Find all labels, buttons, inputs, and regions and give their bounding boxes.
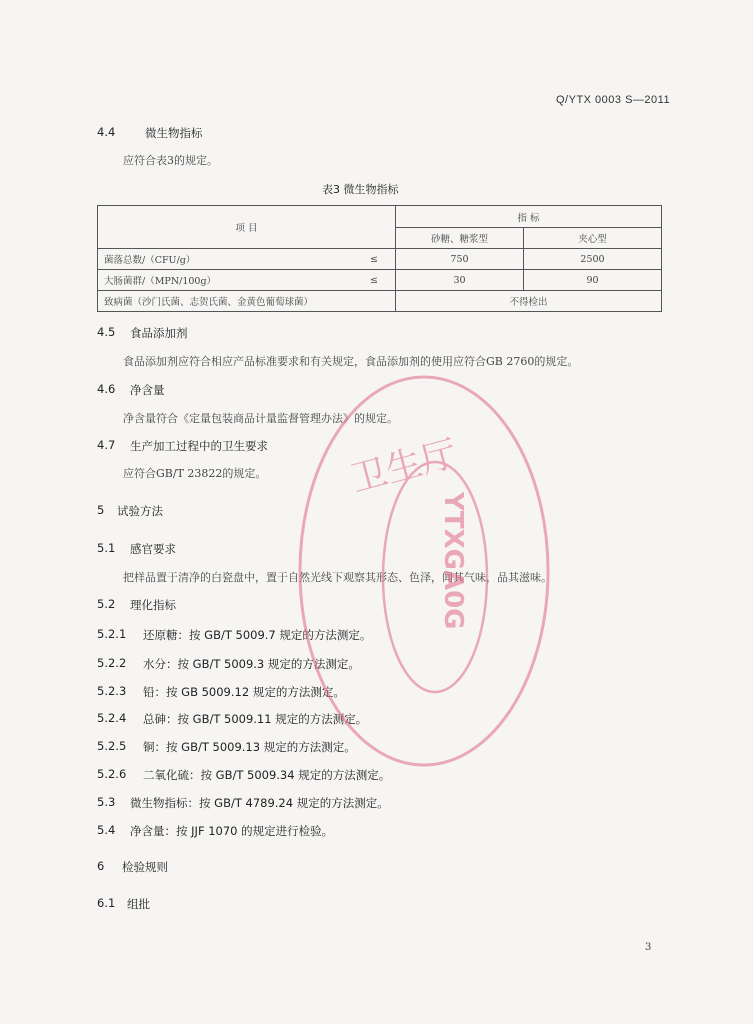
- item-5-2-6-number: 5.2.6: [97, 767, 127, 781]
- section-6-number: 6: [97, 859, 105, 873]
- section-4-4-text: 应符合表3的规定。: [123, 154, 218, 167]
- section-5-4-text: 净含量：按 JJF 1070 的规定进行检验。: [130, 824, 334, 838]
- section-5-1-text: 把样品置于清净的白瓷盘中，置于自然光线下观察其形态、色泽，闻其气味，品其滋味。: [123, 571, 552, 584]
- section-5-4-number: 5.4: [97, 823, 116, 837]
- item-5-2-4-text: 总砷：按 GB/T 5009.11 规定的方法测定。: [143, 712, 368, 726]
- seal-arc-text: 卫生厅: [346, 433, 462, 501]
- table-cell-value: 2500: [524, 249, 662, 270]
- section-4-4-number: 4.4: [97, 125, 116, 139]
- section-5-number: 5: [97, 503, 105, 517]
- section-4-4-title: 微生物指标: [145, 126, 203, 140]
- section-4-6-text: 净含量符合《定量包装商品计量监督管理办法》的规定。: [123, 412, 398, 425]
- table-subheader-filled: 夹心型: [524, 228, 662, 249]
- section-5-title: 试验方法: [117, 504, 163, 518]
- section-5-3-number: 5.3: [97, 795, 116, 809]
- document-code: Q/YTX 0003 S—2011: [556, 94, 671, 106]
- section-4-6-title: 净含量: [130, 383, 165, 397]
- table-cell-item: 致病菌（沙门氏菌、志贺氏菌、金黄色葡萄球菌）: [98, 291, 396, 312]
- table-header-item: 项 目: [98, 206, 396, 249]
- table-cell-operator: ≤: [353, 270, 396, 291]
- section-4-7-text: 应符合GB/T 23822的规定。: [123, 467, 267, 480]
- table-row: [98, 249, 662, 270]
- table-cell-value: 30: [396, 270, 524, 291]
- section-4-6-number: 4.6: [97, 382, 116, 396]
- microbial-index-table: [97, 205, 662, 312]
- table-cell-value: 750: [396, 249, 524, 270]
- item-5-2-5-text: 铜：按 GB/T 5009.13 规定的方法测定。: [143, 740, 356, 754]
- page-number: 3: [645, 942, 652, 953]
- section-4-5-number: 4.5: [97, 325, 116, 339]
- table-row: [98, 291, 662, 312]
- section-5-2-title: 理化指标: [130, 598, 176, 612]
- item-5-2-2-number: 5.2.2: [97, 656, 127, 670]
- seal-code-text: YTXGA0G: [438, 492, 468, 630]
- table-row: [98, 270, 662, 291]
- section-6-1-number: 6.1: [97, 896, 116, 910]
- table-cell-item: 菌落总数/（CFU/g）: [98, 249, 354, 270]
- item-5-2-6-text: 二氧化硫：按 GB/T 5009.34 规定的方法测定。: [143, 768, 391, 782]
- table-caption: 表3 微生物指标: [322, 183, 399, 196]
- table-cell-operator: ≤: [353, 249, 396, 270]
- section-5-1-number: 5.1: [97, 541, 116, 555]
- section-5-3-text: 微生物指标：按 GB/T 4789.24 规定的方法测定。: [130, 796, 389, 810]
- section-5-1-title: 感官要求: [130, 542, 176, 556]
- section-4-5-text: 食品添加剂应符合相应产品标准要求和有关规定，食品添加剂的使用应符合GB 2760的规定。: [123, 355, 579, 368]
- section-4-7-number: 4.7: [97, 438, 116, 452]
- section-5-2-number: 5.2: [97, 597, 116, 611]
- item-5-2-3-text: 铅：按 GB 5009.12 规定的方法测定。: [143, 685, 345, 699]
- table-cell-value: 90: [524, 270, 662, 291]
- section-6-1-title: 组批: [127, 897, 150, 911]
- item-5-2-2-text: 水分：按 GB/T 5009.3 规定的方法测定。: [143, 657, 360, 671]
- section-4-5-title: 食品添加剂: [130, 326, 188, 340]
- section-6-title: 检验规则: [122, 860, 168, 874]
- item-5-2-1-text: 还原糖：按 GB/T 5009.7 规定的方法测定。: [143, 628, 372, 642]
- table-cell-value: 不得检出: [396, 291, 662, 312]
- item-5-2-1-number: 5.2.1: [97, 627, 127, 641]
- section-4-7-title: 生产加工过程中的卫生要求: [130, 439, 268, 453]
- item-5-2-3-number: 5.2.3: [97, 684, 127, 698]
- item-5-2-5-number: 5.2.5: [97, 739, 127, 753]
- table-subheader-sugar-syrup: 砂糖、糖浆型: [396, 228, 524, 249]
- table-header-index: 指 标: [396, 206, 662, 228]
- item-5-2-4-number: 5.2.4: [97, 711, 127, 725]
- table-cell-item: 大肠菌群/（MPN/100g）: [98, 270, 354, 291]
